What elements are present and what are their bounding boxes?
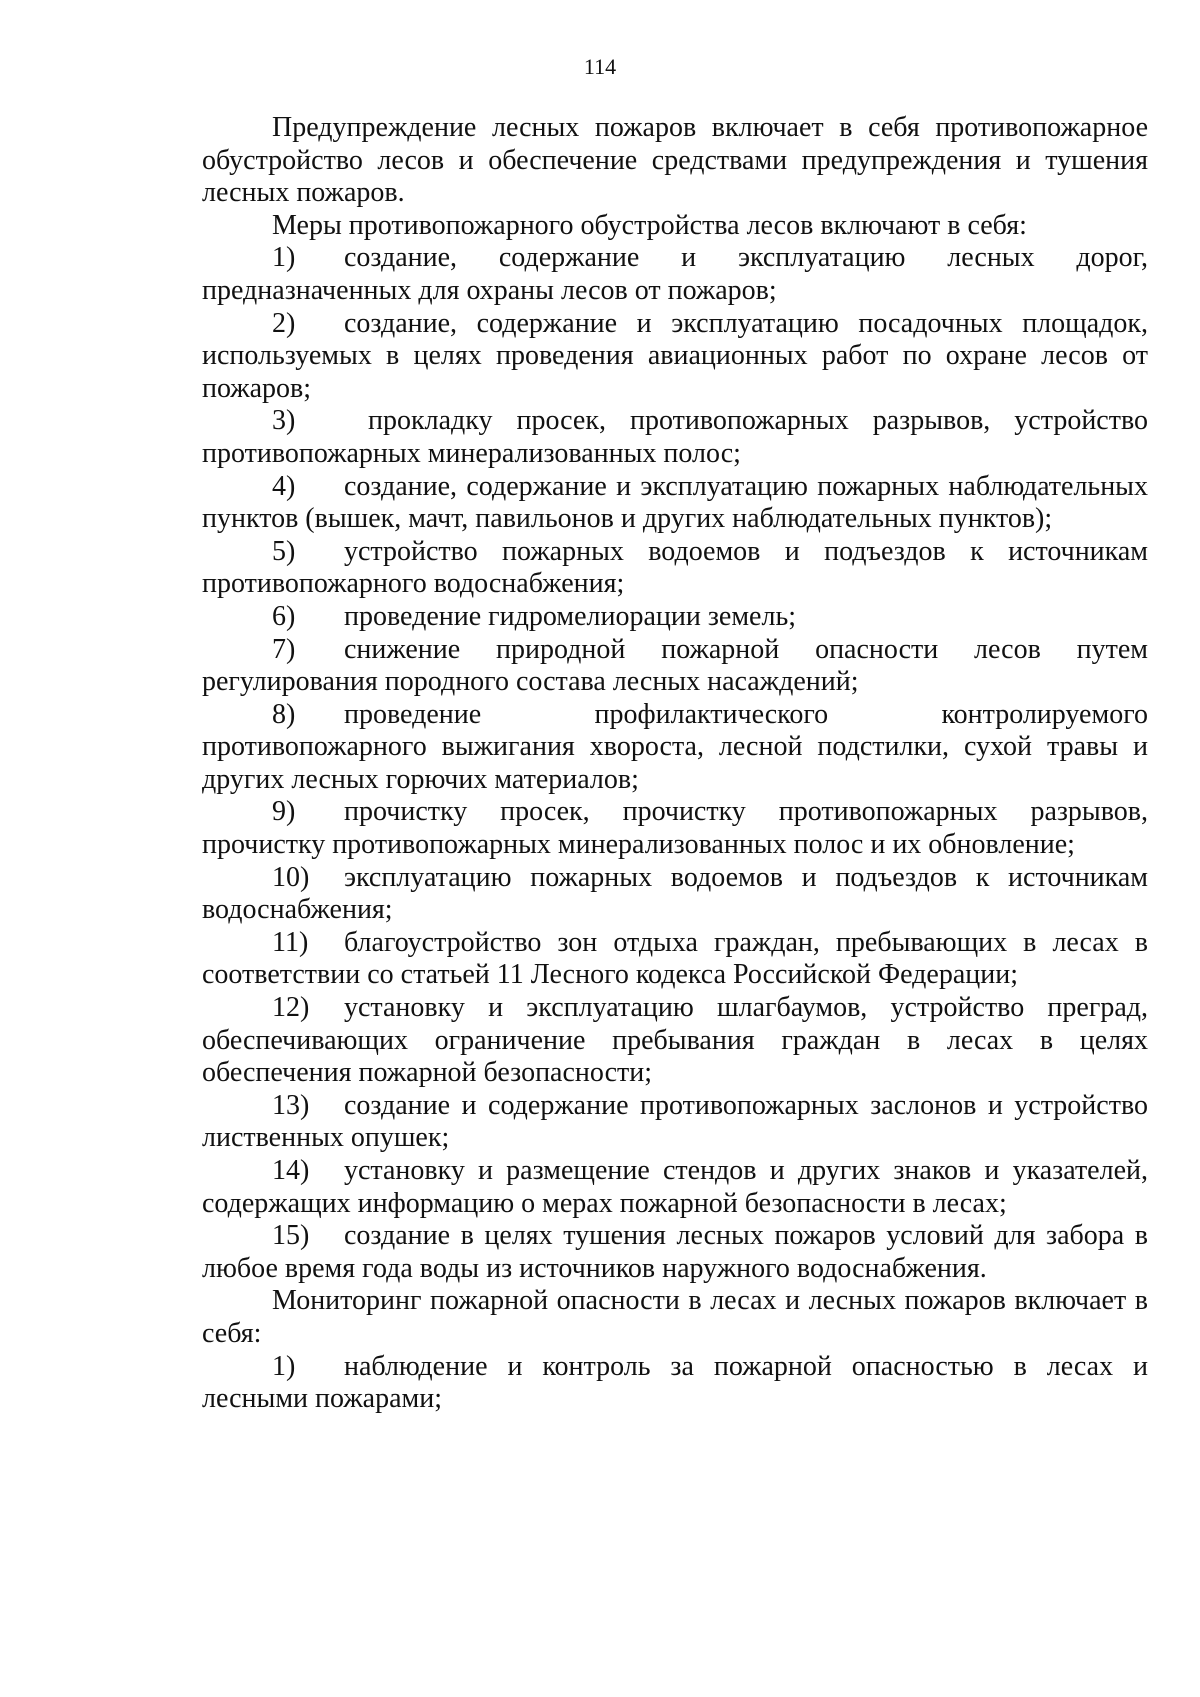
item-number: 13)	[272, 1089, 310, 1121]
item-text: создание, содержание и эксплуатацию посадочных площадок, используемых в целях проведения авиационных работ по охране лесов от пожаров;	[202, 307, 1148, 404]
item-number: 11)	[272, 926, 309, 958]
item-number: 2)	[272, 307, 296, 339]
list-item	[202, 699, 1148, 797]
item-number: 14)	[272, 1155, 310, 1186]
monitoring-list	[202, 1351, 1148, 1416]
item-number: 3)	[272, 405, 296, 437]
item-text: установку и размещение стендов и других знаков и указателей, содержащих информацию о мерах пожарной безопасности в лесах;	[202, 1155, 1148, 1219]
item-text: благоустройство зон отдыха граждан, пребывающих в лесах в соответствии со статьей 11 Лесного кодекса Российской Федерации;	[202, 926, 1148, 991]
page-number: 114	[583, 54, 617, 79]
item-text: устройство пожарных водоемов и подъездов к источникам противопожарного водоснабжения;	[202, 535, 1148, 600]
item-number: 1)	[272, 242, 296, 274]
item-number: 6)	[272, 600, 296, 632]
item-number: 5)	[272, 535, 296, 567]
item-text: создание в целях тушения лесных пожаров условий для забора в любое время года воды из источников наружного водоснабжения.	[202, 1220, 1148, 1284]
item-text: создание и содержание противопожарных заслонов и устройство лиственных опушек;	[202, 1089, 1148, 1154]
list-item	[202, 927, 1148, 992]
list-item	[202, 1220, 1148, 1285]
list-item	[202, 796, 1148, 861]
item-text: проведение гидромелиорации земель;	[344, 600, 796, 632]
item-number: 8)	[272, 698, 296, 730]
list-item	[202, 405, 1148, 470]
intro-paragraph: Предупреждение лесных пожаров включает в себя противопожарное обустройство лесов и обеспечение средствами предупреждения и тушения лесных пожаров.	[202, 112, 1148, 209]
item-text: создание, содержание и эксплуатацию лесных дорог, предназначенных для охраны лесов от пожаров;	[202, 242, 1148, 306]
list-item	[202, 536, 1148, 601]
item-text: прочистку просек, прочистку противопожарных разрывов, прочистку противопожарных минерализованных полос и их обновление;	[202, 796, 1148, 861]
item-number: 15)	[272, 1220, 310, 1252]
list-item	[202, 992, 1148, 1090]
list-item	[202, 1155, 1148, 1220]
item-number: 1)	[272, 1350, 296, 1382]
item-text: наблюдение и контроль за пожарной опасностью в лесах и лесными пожарами;	[202, 1350, 1148, 1415]
item-number: 9)	[272, 796, 296, 828]
item-text: эксплуатацию пожарных водоемов и подъездов к источникам водоснабжения;	[202, 861, 1148, 926]
list-item	[202, 1090, 1148, 1155]
list-item	[202, 242, 1148, 307]
item-number: 12)	[272, 992, 310, 1024]
monitoring-heading: Мониторинг пожарной опасности в лесах и лесных пожаров включает в себя:	[202, 1285, 1148, 1349]
item-text: установку и эксплуатацию шлагбаумов, устройство преград, обеспечивающих ограничение пребывания граждан в лесах в целях обеспечения пожарной безопасности;	[202, 992, 1148, 1089]
item-number: 7)	[272, 633, 296, 665]
measures-heading: Меры противопожарного обустройства лесов включают в себя:	[272, 209, 1027, 241]
item-text: создание, содержание и эксплуатацию пожарных наблюдательных пунктов (вышек, мачт, павильонов и других наблюдательных пунктов);	[202, 470, 1148, 535]
item-number: 4)	[272, 470, 296, 502]
list-item	[202, 308, 1148, 406]
item-number: 10)	[272, 861, 310, 893]
document-body	[202, 112, 1148, 1416]
list-item	[202, 634, 1148, 699]
list-item	[202, 471, 1148, 536]
item-text: снижение природной пожарной опасности лесов путем регулирования породного состава лесных насаждений;	[202, 633, 1148, 698]
list-item	[202, 862, 1148, 927]
list-item	[202, 601, 1148, 634]
list-item	[202, 1351, 1148, 1416]
item-text: прокладку просек, противопожарных разрывов, устройство противопожарных минерализованных полос;	[202, 405, 1148, 469]
measures-list	[202, 242, 1148, 1285]
item-text: проведение профилактического контролируемого противопожарного выжигания хвороста, лесной подстилки, сухой травы и других лесных горючих материалов;	[202, 698, 1148, 795]
